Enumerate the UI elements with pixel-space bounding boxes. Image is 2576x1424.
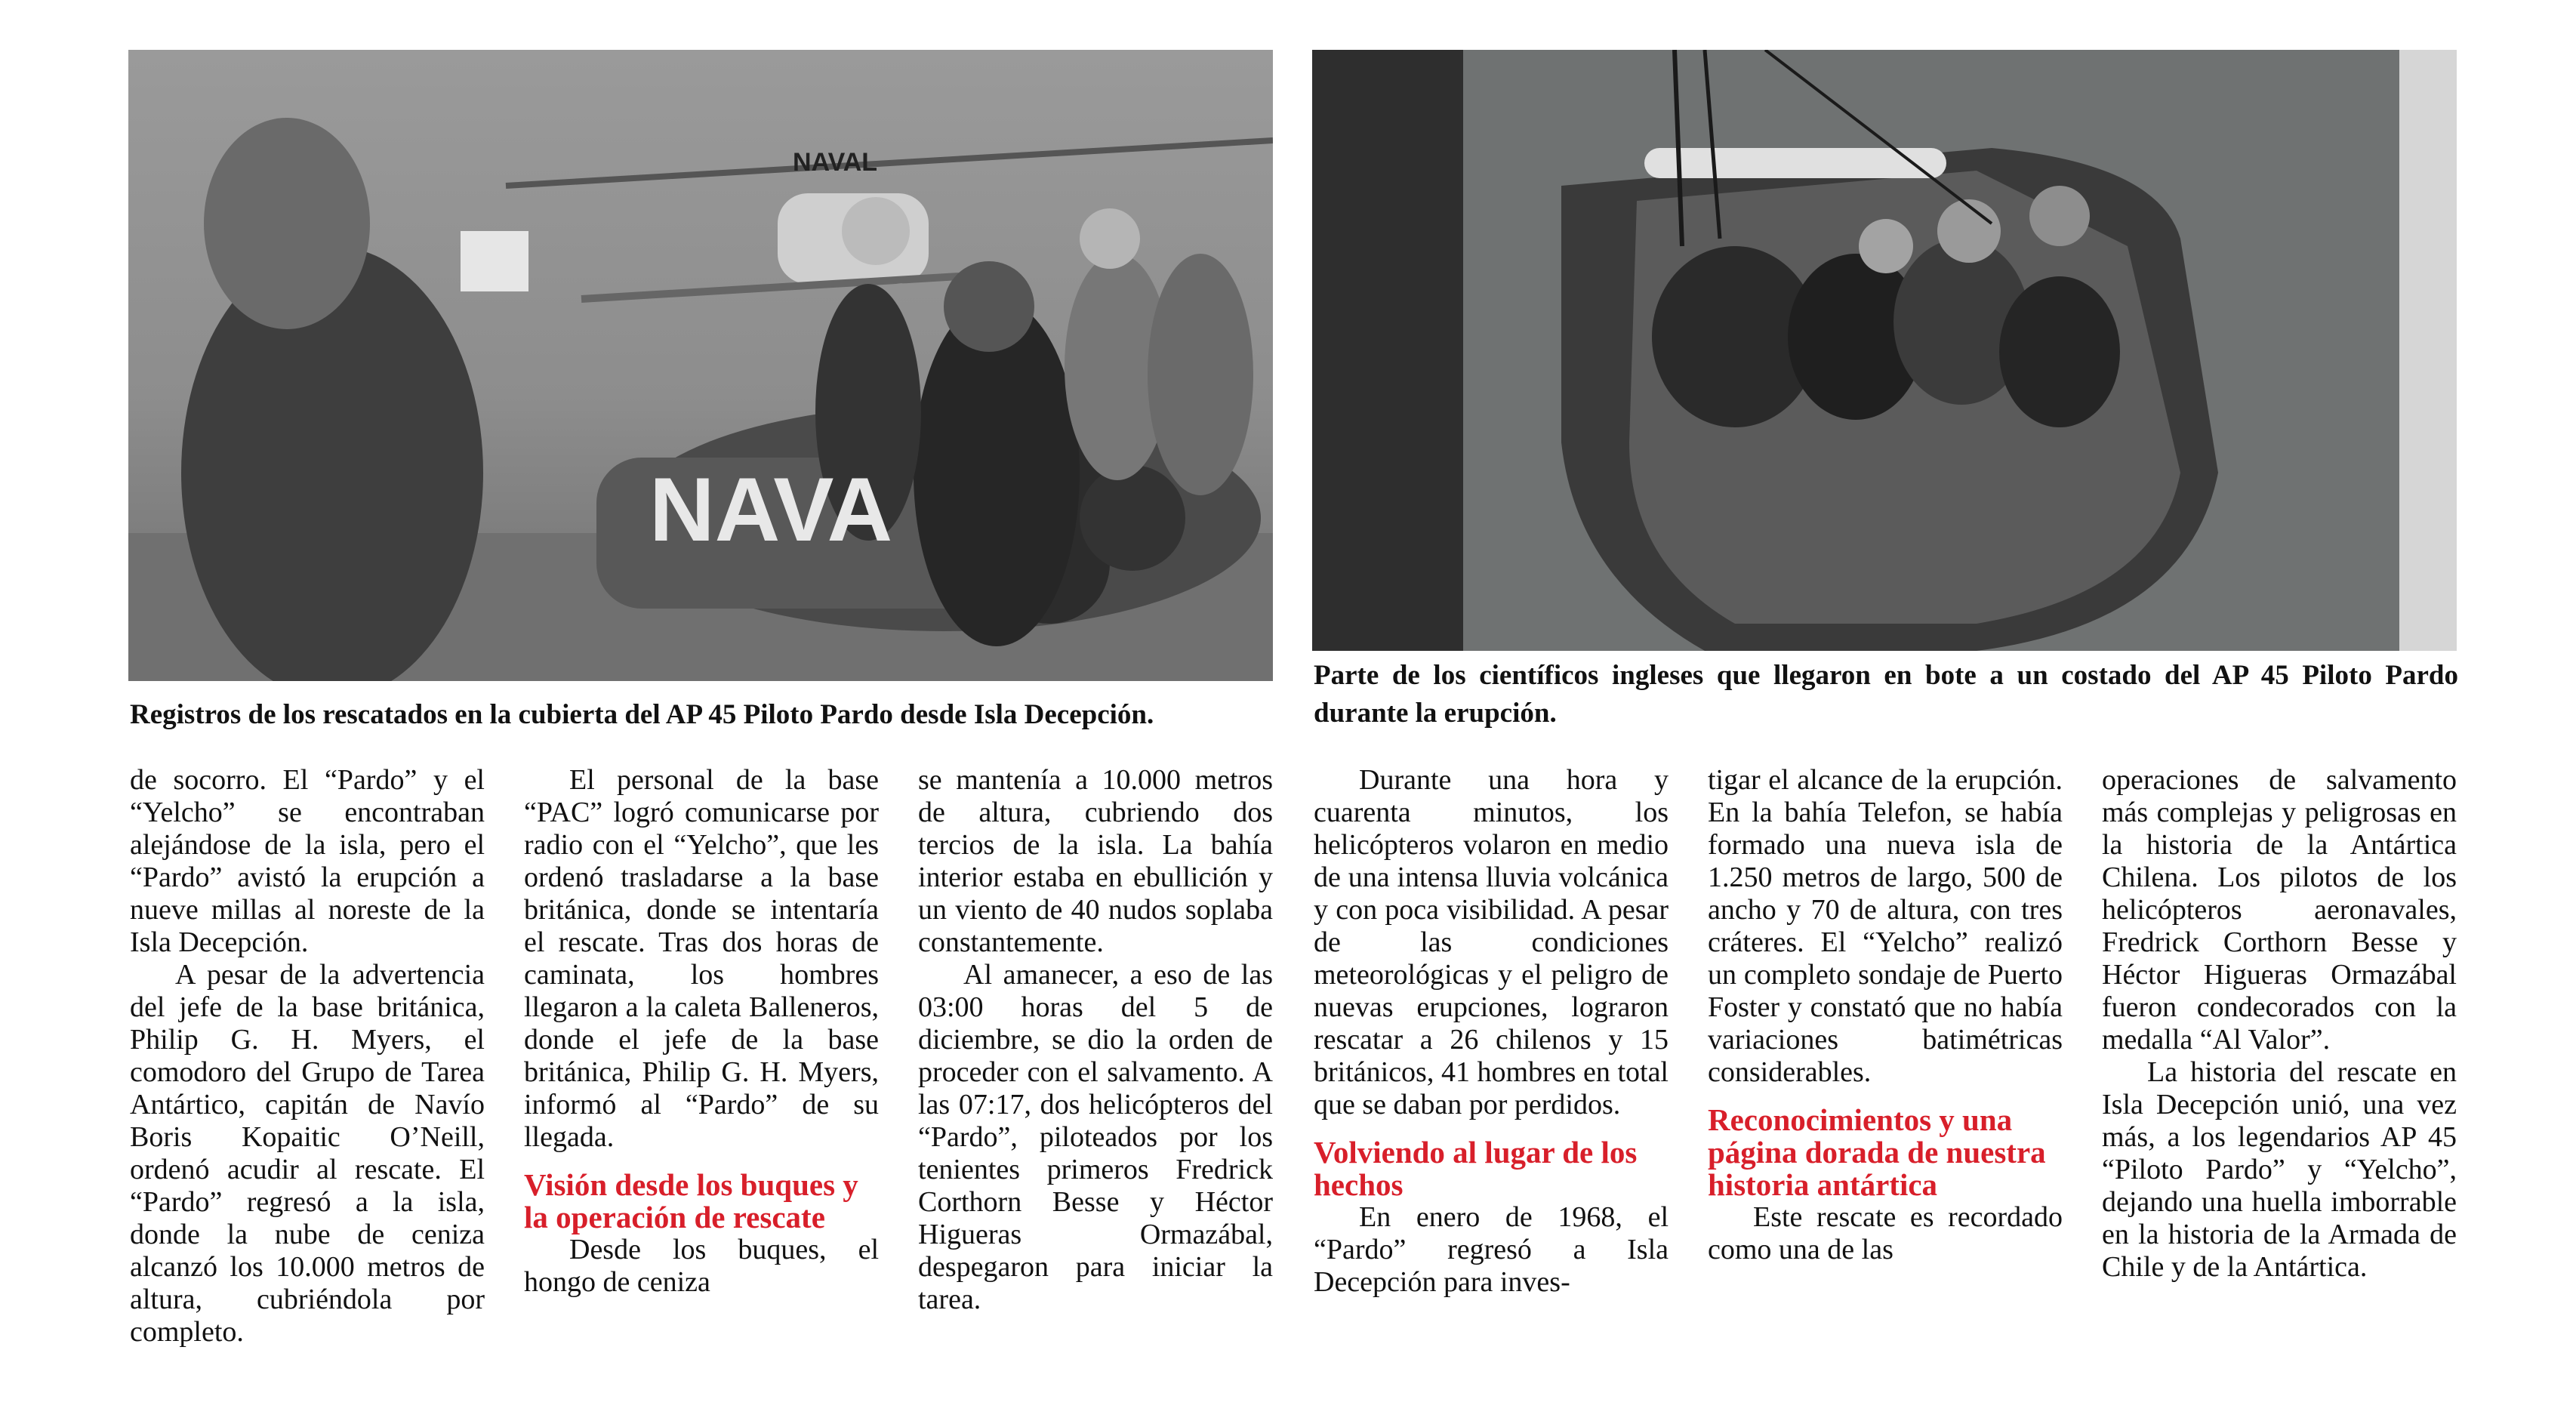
paragraph: tigar el alcance de la erupción. En la bahía Telefon, se había formado una nueva isla de 1.250 metros de largo, 500 de ancho y 70 de altura, con tres cráteres. El “Yelcho” realizó un completo sondaje de Puerto Foster y constató que no había variaciones batimétricas considerables.: [1708, 764, 2063, 1088]
paragraph: En enero de 1968, el “Pardo” regresó a Isla Decepción para inves-: [1314, 1201, 1669, 1298]
article-column-6: [2102, 764, 2457, 1284]
section-heading-rescue: Visión desde los buques y la operación de rescate: [524, 1167, 858, 1234]
paragraph: se mantenía a 10.000 metros de altura, cubriendo dos tercios de la isla. La bahía interior estaba en ebullición y un viento de 40 nudos soplaba constantemente.: [918, 764, 1273, 958]
photo-rescued-on-deck-image: [128, 50, 1273, 681]
paragraph: A pesar de la advertencia del jefe de la base británica, Philip G. H. Myers, el comodoro del Grupo de Tarea Antártico, capitán de Navío Boris Kopaitic O’Neill, ordenó acudir al rescate. El “Pardo” regresó a la isla, donde la nube de ceniza alcanzó los 10.000 metros de altura, cubriéndola por completo.: [130, 959, 485, 1348]
photo-scientists-boat-image: [1312, 50, 2457, 651]
article-column-3: [918, 764, 1273, 1316]
photo-caption-right: Parte de los científicos ingleses que llegaron en bote a un costado del AP 45 Piloto Pardo durante la erupción.: [1314, 660, 2458, 729]
paragraph: Desde los buques, el hongo de ceniza: [524, 1234, 879, 1298]
photo-caption-left: Registros de los rescatados en la cubierta del AP 45 Piloto Pardo desde Isla Decepción.: [130, 699, 1154, 730]
paragraph: El personal de la base “PAC” logró comunicarse por radio con el “Yelcho”, que les ordenó trasladarse a la base británica, donde se intentaría el rescate. Tras dos horas de caminata, los hombres llegaron a la caleta Balleneros, donde el jefe de la base británica, Philip G. H. Myers, informó al “Pardo” de su llegada.: [524, 764, 879, 1153]
photo-rescued-on-deck: [128, 50, 1273, 681]
section-heading-return: Volviendo al lugar de los hechos: [1314, 1135, 1638, 1202]
paragraph: Durante una hora y cuarenta minutos, los helicópteros volaron en medio de una intensa lluvia volcánica y con poca visibilidad. A pesar de las condiciones meteorológicas y el peligro de nuevas erupciones, lograron rescatar a 26 chilenos y 15 británicos, 41 hombres en total que se daban por perdidos.: [1314, 764, 1669, 1120]
helicopter-tail-marking: NAVAL: [793, 148, 878, 177]
photo-scientists-boat: [1312, 50, 2457, 651]
section-heading-recognition: Reconocimientos y una página dorada de nuestra historia antártica: [1708, 1102, 2046, 1202]
paragraph: de socorro. El “Pardo” y el “Yelcho” se encontraban alejándose de la isla, pero el “Pardo” avistó la erupción a nueve millas al noreste de la Isla Decepción.: [130, 764, 485, 958]
helicopter-body-marking: NAVA: [649, 459, 893, 560]
paragraph: operaciones de salvamento más complejas y peligrosas en la historia de la Antártica Chilena. Los pilotos de los helicópteros aeronavales, Fredrick Corthorn Besse y Héctor Higueras Ormazábal fueron condecorados con la medalla “Al Valor”.: [2102, 764, 2457, 1056]
paragraph: La historia del rescate en Isla Decepción unió, una vez más, a los legendarios AP 45 “Piloto Pardo” y “Yelcho”, dejando una huella imborrable en la historia de la Armada de Chile y de la Antártica.: [2102, 1056, 2457, 1283]
paragraph: Al amanecer, a eso de las 03:00 horas del 5 de diciembre, se dio la orden de proceder con el salvamento. A las 07:17, dos helicópteros del “Pardo”, piloteados por los tenientes primeros Fredrick Corthorn Besse y Héctor Higueras Ormazábal, despegaron para iniciar la tarea.: [918, 959, 1273, 1315]
article-column-1: [130, 764, 485, 1348]
paragraph: Este rescate es recordado como una de las: [1708, 1201, 2063, 1265]
article-column-2: [524, 764, 879, 1299]
article-column-4: [1314, 764, 1669, 1299]
article-column-5: [1708, 764, 2063, 1266]
